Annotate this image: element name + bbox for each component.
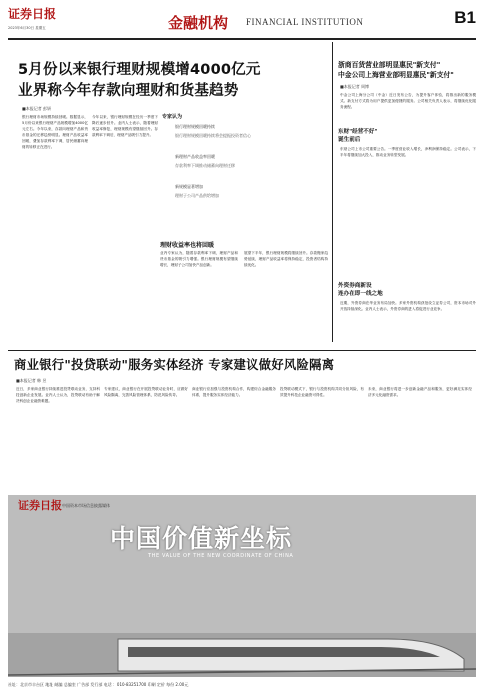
right-byline: ■本报记者 周博 [340, 84, 370, 89]
right-body-3: 近期，外资券商在华业务布局加快。多家外资机构获批设立证券公司，资本市场对外开放持续深化。业内人士表示，外资券商的进入将促进行业竞争。 [340, 301, 476, 311]
page-footer: 社址：北京市丰台区 地址 邮编 总编室 广告部 发行部 电话 ：010-83251700 印刷 定价 每份 2.00元 [8, 682, 189, 687]
lead-col-5: 展望下半年，银行理财规模将继续回升。存款搬家趋势延续，理财产品收益率将保持稳定，投资者结构持续优化。 [244, 251, 328, 267]
advert-title: 中国价值新坐标 [110, 524, 293, 553]
section-title-cn: 金融机构 [168, 14, 229, 32]
column-divider [332, 42, 333, 342]
second-col-2: 专家建议，商业银行在开展投贷联动业务时，应做好风险隔离，完善风险管理体系，防范风险传导。 [104, 387, 188, 397]
train-window-strip [128, 647, 440, 657]
guide-line-3: 新规模显著增加 [175, 184, 203, 189]
lead-col-2: 今年以来，银行理财规模在经历一季度下降后逐步回升。业内人士表示，随着理财收益率修复，理财规模有望继续回升。存款利率下调后，理财产品吸引力提升。 [92, 115, 158, 137]
advert-slogan: 中国资本市场信息披露媒体 [62, 503, 110, 508]
advert-band [8, 495, 476, 677]
right-subhead-3: 外资券商新设 连办在即一线之地 [338, 283, 383, 297]
guide-line-2: 新理财产品收益率回暖 [175, 154, 215, 159]
newspaper-logo: 证券日报 [8, 7, 57, 21]
right-subhead-2: 诞生前后 [338, 137, 361, 143]
section-rule [8, 350, 476, 351]
lead-subhead: 理财收益率也将回暖 [160, 242, 215, 249]
second-col-1: 近日，多家商业银行持续推进投贷联动业务，支持科技创新企业发展。业内人士认为，投贷联动有助于解决科创企业融资难题。 [16, 387, 100, 403]
issue-date: 2023年6月30日 星期五 [8, 26, 46, 30]
lead-byline: ■本报记者 彭妍 [22, 106, 52, 111]
right-story [338, 60, 476, 80]
guide-text-1: 银行理财规模回暖持续将会提振投资者信心 [175, 133, 251, 138]
train-illustration [8, 567, 476, 677]
page-number: B1 [454, 8, 476, 27]
second-col-4: 投贷联动模式下，银行与投资机构共同分担风险，有效提升科技企业融资可得性。 [280, 387, 364, 397]
right-headline: 浙商百货营业部明显惠民"新支付" 中金公司上海营业部明显惠民"新支付" [338, 61, 454, 79]
right-body-2: 东财公司上市公司重要公告。一季度营业收入增长，净利润保持稳定。公司表示，下半年将继续加大投入，推动业务转型发展。 [340, 147, 476, 157]
advert-logo: 证券日报 [18, 499, 62, 512]
lead-guide-box [162, 113, 320, 120]
section-title-en: FINANCIAL INSTITUTION [246, 17, 364, 27]
lead-col-4: 业内专家认为，随着存款利率下调，理财产品和货币基金的吸引力增强。银行理财规模有望继续增长，理财子公司加快产品创新。 [160, 251, 238, 267]
lead-col-1: 银行理财市场规模持续回暖。数据显示，5月份以来银行理财产品规模增加4000亿元左右。今年以来，存款向理财产品和货币基金的迁移趋势明显。理财产品收益率回暖，叠加存款利率下调，居民储蓄向理财的转移正在进行。 [22, 115, 88, 149]
right-body-1: 中金公司上海分公司（中金）近日发布公告，为提升客户体验，将推出新的服务模式。新支付方式将为用户提供更加便捷的服务。公司相关负责人表示，将继续优化服务流程。 [340, 93, 476, 109]
right-subhead-1: 东财"经营不好" [338, 129, 378, 135]
lead-headline: 5月份以来银行理财规模增4000亿元 业界称今年存款向理财和货基趋势 [18, 62, 261, 99]
masthead [8, 4, 476, 40]
second-col-3: 商业银行应加强与投资机构合作，构建综合金融服务体系，提升服务实体经济能力。 [192, 387, 276, 397]
second-byline: ■本报记者 韩 昱 [16, 378, 47, 383]
guide-line-1: 银行理财规模回暖持续 [175, 124, 215, 129]
guide-label: 专家认为 [162, 114, 183, 120]
guide-text-3: 理财子公司产品供给增加 [175, 193, 219, 198]
guide-text-2: 存款利率下调推动储蓄向理财迁移 [175, 163, 235, 168]
second-headline: 商业银行"投贷联动"服务实体经济 专家建议做好风险隔离 [14, 358, 335, 372]
second-col-5: 未来，商业银行将进一步创新金融产品和服务，更好满足实体经济多元化融资需求。 [368, 387, 472, 397]
advert-subtitle: THE VALUE OF THE NEW COORDINATE OF CHINA [148, 553, 294, 559]
